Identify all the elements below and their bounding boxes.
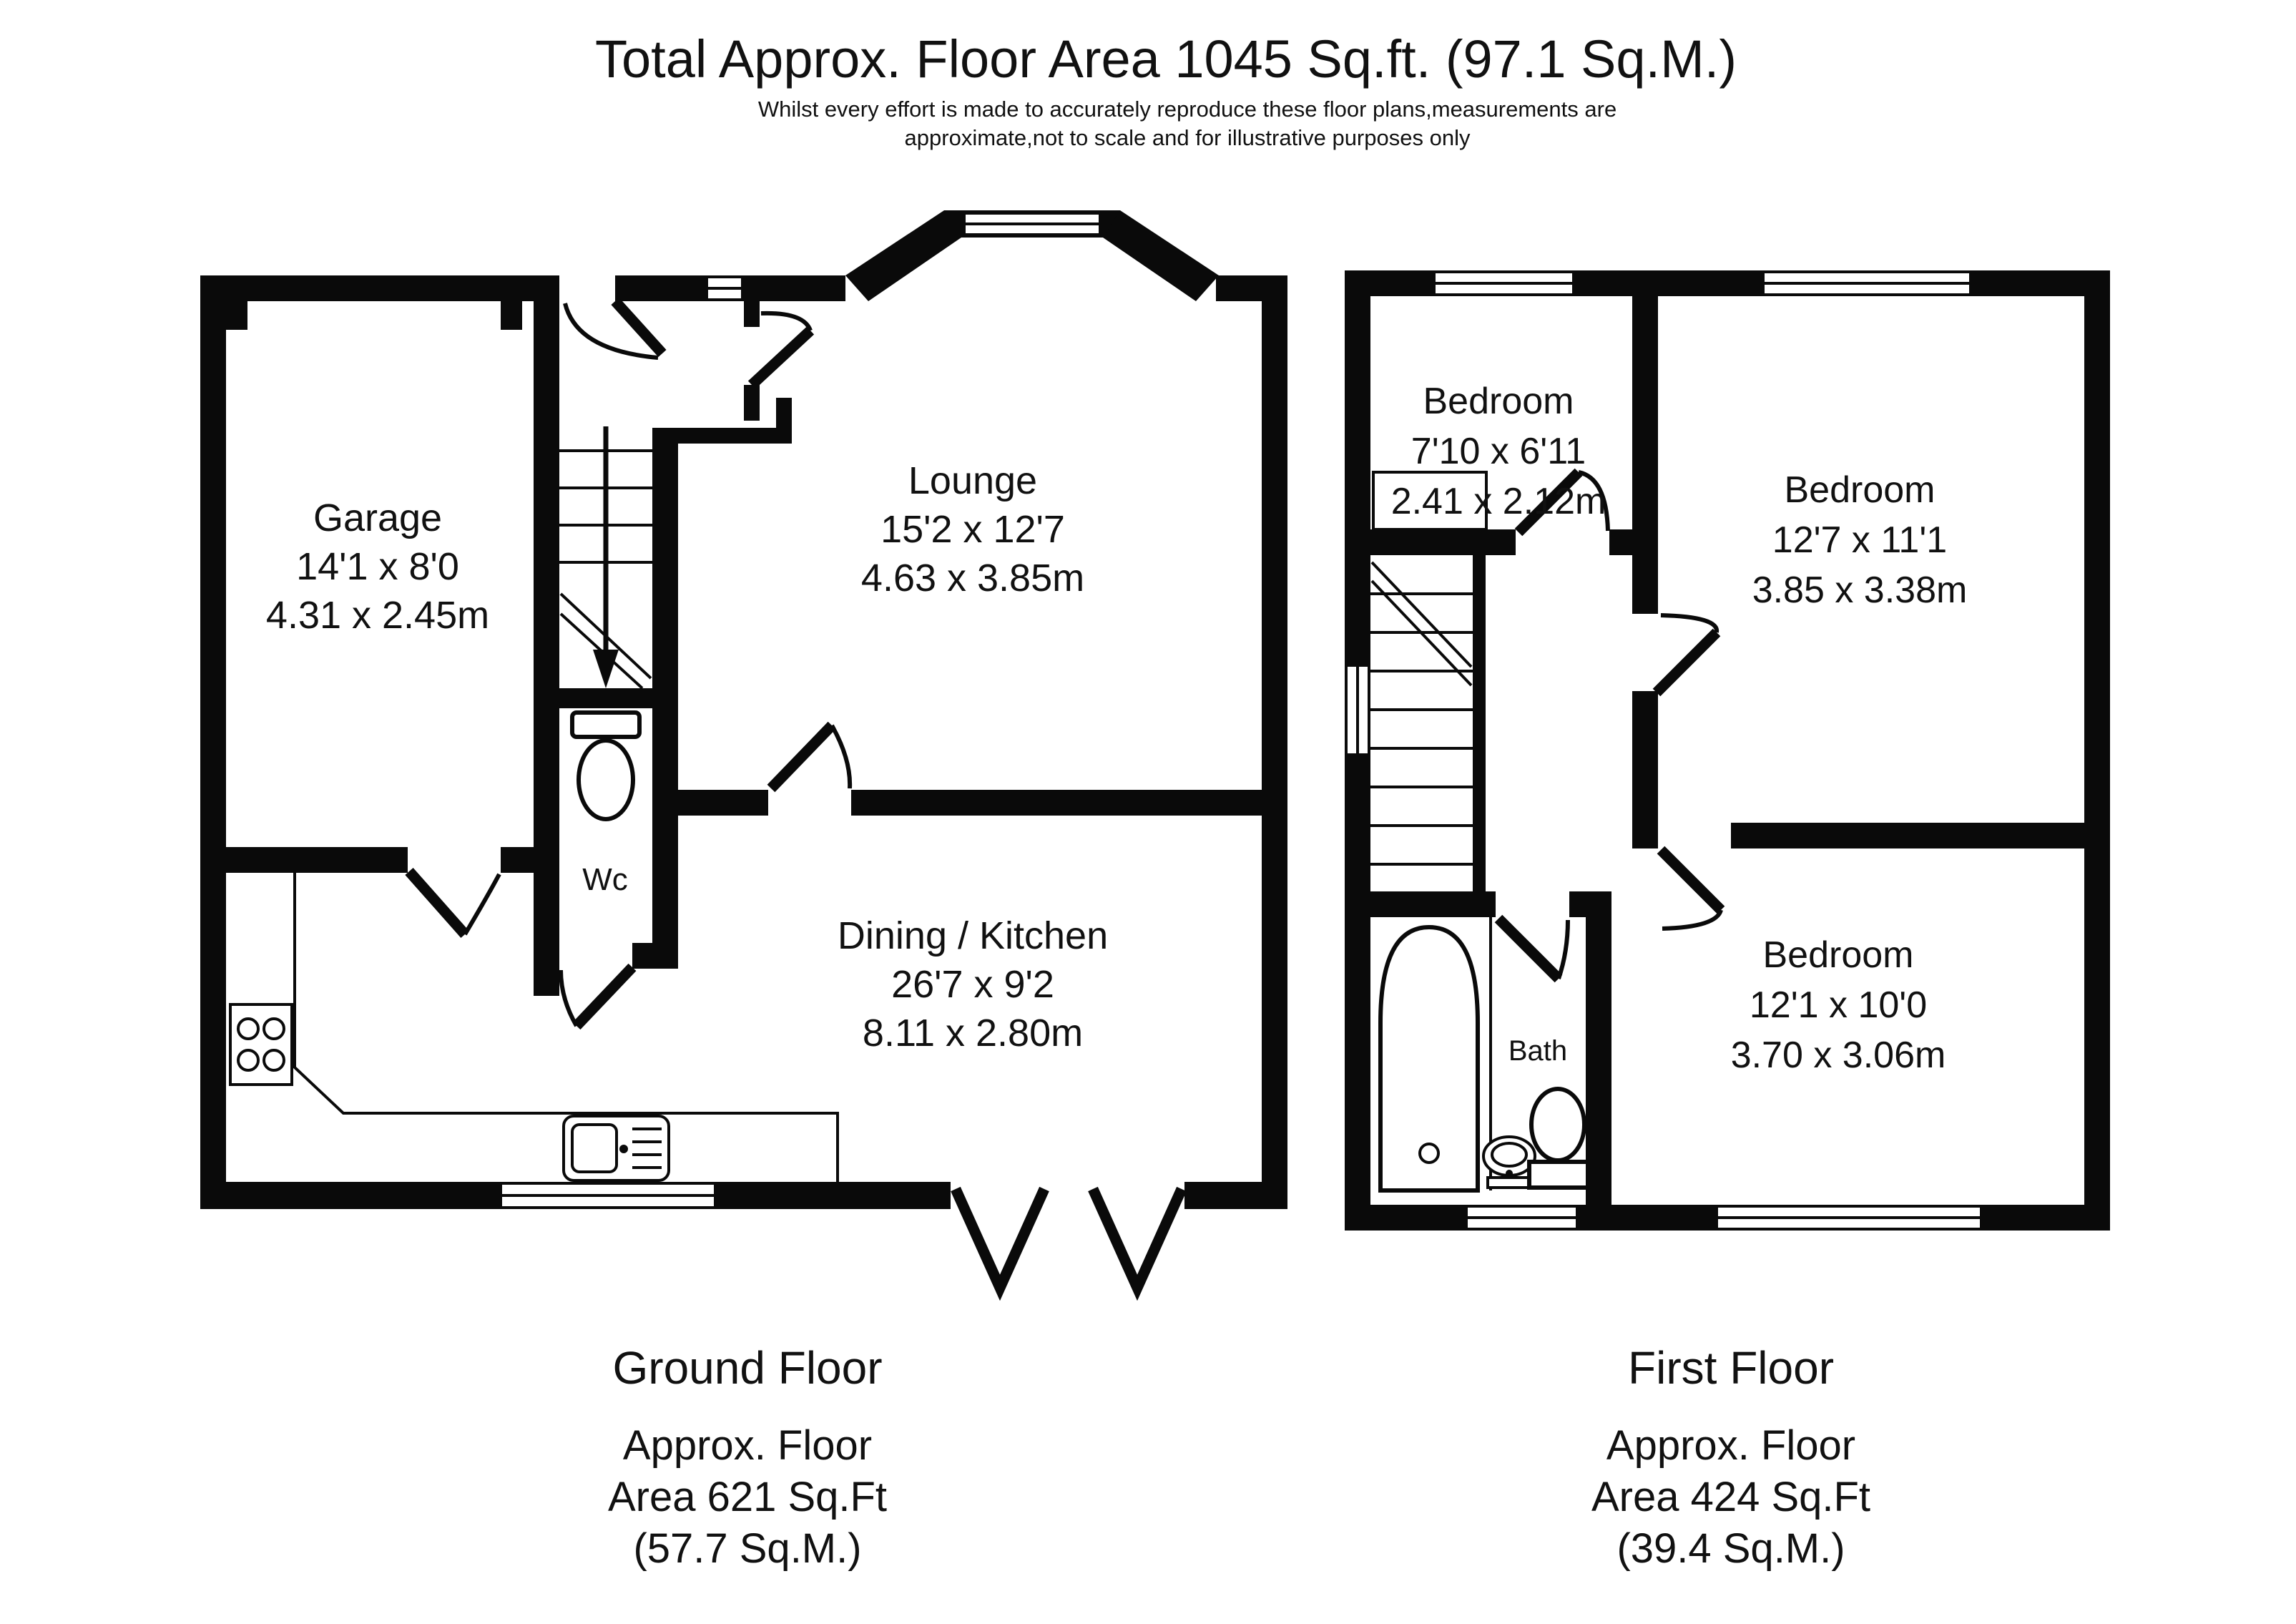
ground-floor-caption bbox=[608, 1342, 887, 1572]
front-bedroom-window bbox=[1763, 272, 1971, 295]
garage-size-metric: 4.31 x 2.45m bbox=[265, 594, 490, 637]
bay-window bbox=[964, 213, 1100, 235]
first-floor-title: First Floor bbox=[1628, 1342, 1834, 1394]
lounge-dining-door bbox=[771, 725, 850, 788]
ground-floor-area-line2: Area 621 Sq.Ft bbox=[607, 1474, 888, 1520]
wc-toilet bbox=[572, 713, 639, 819]
stairs-down-arrow bbox=[593, 426, 619, 688]
hob-icon bbox=[230, 1004, 292, 1085]
room-label-bedroom-small bbox=[1391, 381, 1606, 522]
bedroom-small-size-metric: 2.41 x 2.12m bbox=[1390, 481, 1606, 522]
ground-floor-stairs bbox=[559, 426, 652, 688]
dining-kitchen-size-metric: 8.11 x 2.80m bbox=[862, 1012, 1084, 1055]
bedroom-front-name: Bedroom bbox=[1784, 469, 1936, 511]
room-label-garage bbox=[266, 497, 489, 637]
bath-window bbox=[1466, 1206, 1577, 1229]
ground-floor-title: Ground Floor bbox=[612, 1342, 883, 1394]
first-floor-area-line1: Approx. Floor bbox=[1606, 1422, 1856, 1469]
first-floor-caption bbox=[1591, 1342, 1870, 1572]
front-door bbox=[565, 301, 662, 358]
room-label-dining-kitchen bbox=[838, 914, 1108, 1055]
dining-kitchen-name: Dining / Kitchen bbox=[837, 914, 1109, 957]
garage-name: Garage bbox=[313, 497, 443, 539]
first-floor-stairs bbox=[1370, 562, 1473, 864]
room-label-bath: Bath bbox=[1508, 1035, 1568, 1067]
bath-door bbox=[1498, 919, 1568, 979]
ground-floor-area-line3: (57.7 Sq.M.) bbox=[633, 1525, 862, 1572]
bedroom-back-size-metric: 3.70 x 3.06m bbox=[1730, 1034, 1946, 1076]
bedroom-front-size-metric: 3.85 x 3.38m bbox=[1752, 569, 1968, 611]
landing-window bbox=[1346, 665, 1369, 755]
bedroom-front-size-imperial: 12'7 x 11'1 bbox=[1772, 519, 1948, 561]
kitchen-sink-icon bbox=[564, 1116, 669, 1180]
ground-floor-walls bbox=[200, 210, 1287, 1209]
bedroom-back-size-imperial: 12'1 x 10'0 bbox=[1749, 984, 1928, 1026]
small-bedroom-window bbox=[1434, 272, 1574, 295]
room-label-lounge bbox=[861, 459, 1084, 600]
ground-floor-area-line1: Approx. Floor bbox=[622, 1422, 873, 1469]
disclaimer-line-2: approximate,not to scale and for illustrative purposes only bbox=[904, 125, 1471, 150]
room-label-bedroom-front bbox=[1752, 469, 1968, 611]
first-floor-area-line2: Area 424 Sq.Ft bbox=[1591, 1474, 1871, 1520]
back-bedroom-door bbox=[1661, 850, 1721, 929]
lounge-name: Lounge bbox=[908, 459, 1038, 502]
room-label-wc: Wc bbox=[582, 862, 628, 897]
front-bedroom-door bbox=[1657, 615, 1717, 693]
front-window bbox=[707, 277, 742, 300]
lounge-size-imperial: 15'2 x 12'7 bbox=[880, 508, 1065, 551]
bedroom-back-name: Bedroom bbox=[1762, 934, 1914, 976]
lounge-size-metric: 4.63 x 3.85m bbox=[860, 557, 1085, 600]
garage-size-imperial: 14'1 x 8'0 bbox=[296, 545, 459, 588]
bathtub-icon bbox=[1380, 927, 1478, 1190]
disclaimer-line-1: Whilst every effort is made to accurately reproduce these floor plans,measurements are bbox=[757, 97, 1617, 122]
bath-toilet-icon bbox=[1529, 1089, 1588, 1188]
page-title: Total Approx. Floor Area 1045 Sq.ft. (97.1 Sq.M.) bbox=[595, 29, 1737, 89]
first-floor-area-line3: (39.4 Sq.M.) bbox=[1616, 1525, 1845, 1572]
room-label-bedroom-back bbox=[1731, 934, 1946, 1076]
back-bedroom-window bbox=[1717, 1206, 1981, 1229]
french-doors bbox=[956, 1189, 1182, 1288]
hall-lounge-door bbox=[752, 313, 810, 385]
bedroom-small-name: Bedroom bbox=[1423, 381, 1574, 422]
bedroom-small-size-imperial: 7'10 x 6'11 bbox=[1411, 431, 1586, 472]
garage-kitchen-door bbox=[409, 871, 499, 934]
kitchen-window bbox=[501, 1183, 715, 1208]
dining-kitchen-size-imperial: 26'7 x 9'2 bbox=[891, 963, 1054, 1006]
wc-door bbox=[561, 967, 632, 1026]
